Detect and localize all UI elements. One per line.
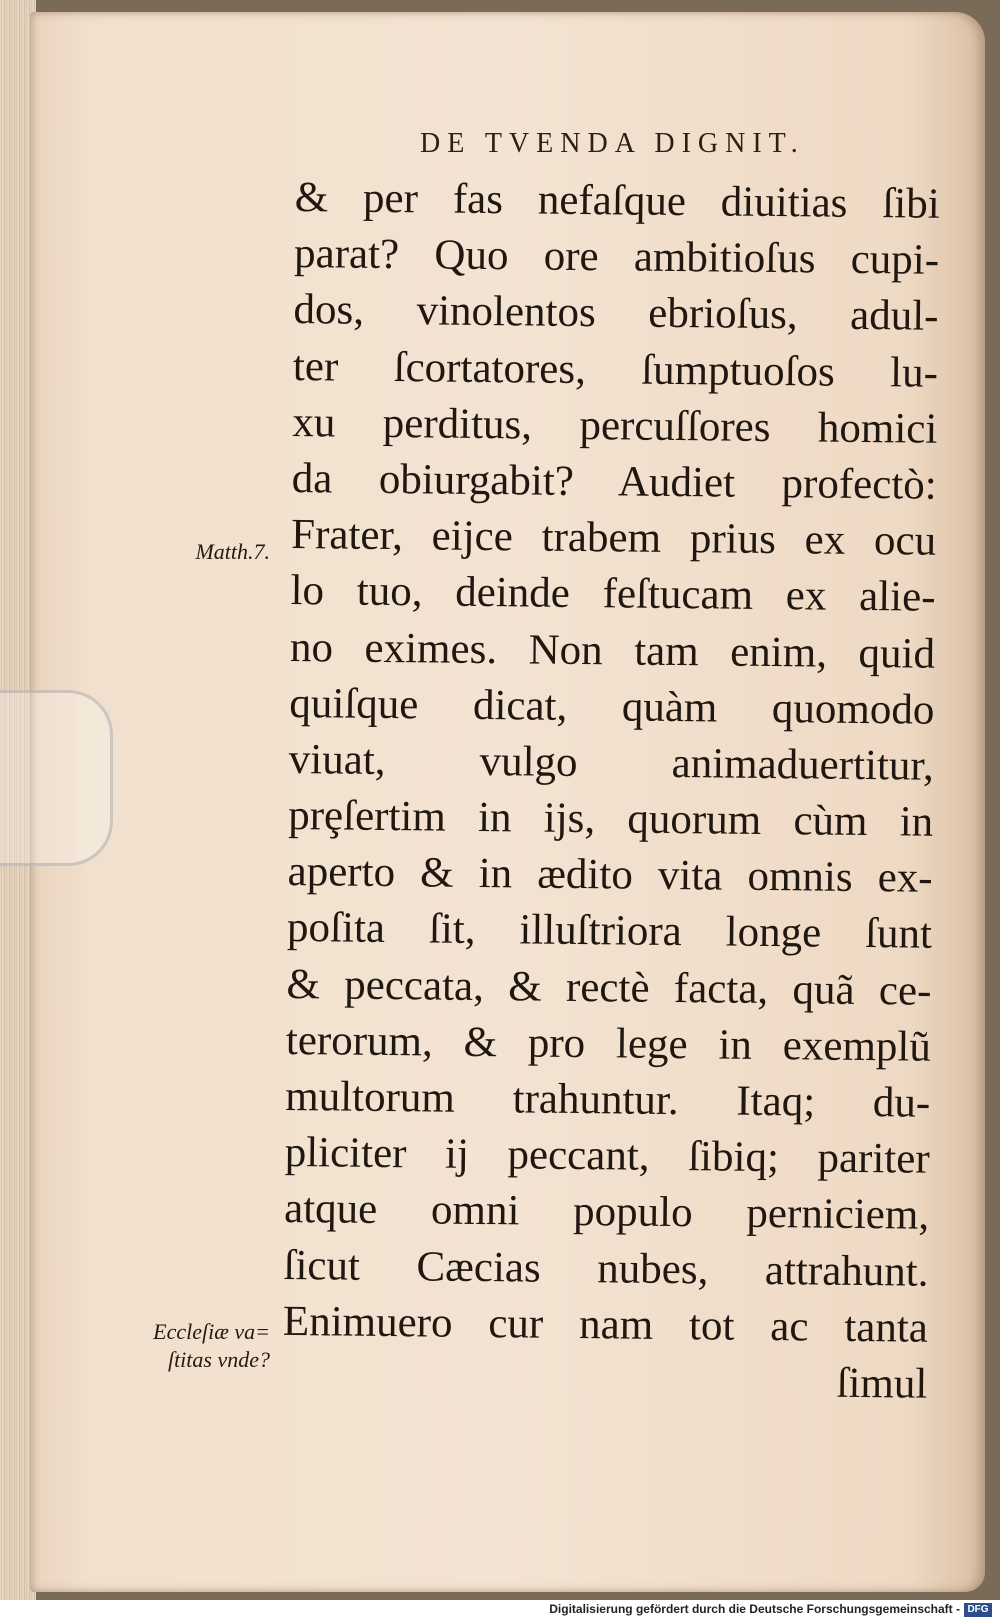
marginal-note-ecclesiae	[125, 1318, 270, 1374]
dfg-logo-icon: DFG	[964, 1603, 992, 1617]
text-line: quiſque dicat, quàm quomodo	[289, 679, 935, 734]
text-line: atque omni populo perniciem,	[283, 1185, 930, 1240]
footer-credit: Digitalisierung gefördert durch die Deutsche Forschungsgemeinschaft -	[549, 1602, 960, 1616]
text-line: aperto & in ædito vita omnis ex-	[287, 848, 933, 902]
text-line: da obiurgabit? Audiet profectò:	[291, 454, 937, 509]
text-line: terorum, & pro lege in exemplũ	[285, 1016, 932, 1071]
text-line: & peccata, & rectè facta, quã ce-	[286, 960, 932, 1015]
text-line: prȩſertim in ijs, quorum cùm in	[287, 792, 934, 846]
catchword: ſimul	[836, 1359, 928, 1408]
text-line: ſicut Cæcias nubes, attrahunt.	[283, 1241, 929, 1296]
text-line: viuat, vulgo animaduertitur,	[288, 735, 935, 790]
book-clip	[0, 690, 113, 866]
text-line: & per fas nefaſque diuitias ſibi	[294, 173, 940, 228]
marginal-note-line: ſtitas vnde?	[167, 1347, 270, 1372]
text-line: poſita ſit, illuſtriora longe ſunt	[286, 904, 933, 959]
footer-bar	[0, 1600, 1000, 1621]
marginal-note-matthew	[140, 538, 270, 566]
running-head: DE TVENDA DIGNIT.	[420, 128, 805, 159]
text-line: no eximes. Non tam enim, quid	[289, 623, 936, 678]
text-line: xu perditus, percuſſores homici	[292, 398, 938, 453]
text-line: dos, vinolentos ebrioſus, adul-	[293, 286, 939, 341]
text-line: multorum trahuntur. Itaq; du-	[285, 1072, 931, 1127]
marginal-note-line: Eccleſiæ va=	[153, 1319, 270, 1344]
main-text-block	[282, 170, 940, 1413]
text-line: lo tuo, deinde feſtucam ex alie-	[290, 567, 936, 622]
text-line: Frater, eijce trabem prius ex ocu	[290, 511, 937, 565]
text-line: parat? Quo ore ambitioſus cupi-	[293, 230, 940, 284]
text-line: Enimuero cur nam tot ac tanta	[282, 1297, 929, 1352]
text-line: ter ſcortatores, ſumptuoſos lu-	[292, 342, 939, 397]
text-line: pliciter ij peccant, ſibiq; pariter	[284, 1129, 930, 1183]
marginal-note-text: Matth.7.	[195, 539, 270, 564]
